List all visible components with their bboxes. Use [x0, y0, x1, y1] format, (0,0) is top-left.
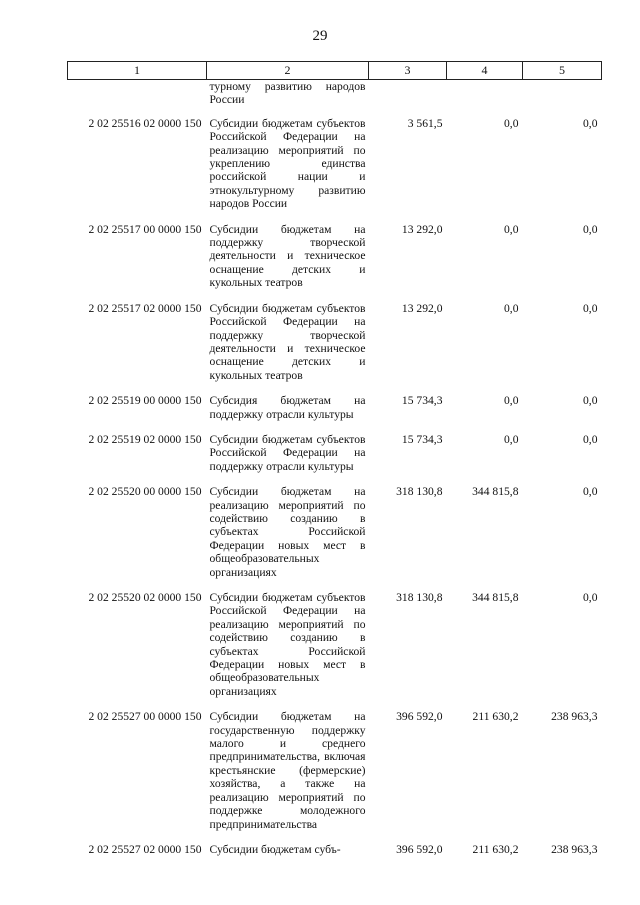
row-name: Субсидии бюджетам субъ-: [209, 842, 341, 856]
table-row: [68, 583, 602, 702]
row-value-col4: 344 815,8: [472, 591, 519, 604]
row-value-col3: 13 292,0: [401, 222, 443, 236]
row-value-col3: 13 292,0: [401, 301, 443, 315]
row-value-col3: 15 734,3: [401, 432, 443, 446]
row-value-col3: 15 734,3: [401, 394, 443, 408]
row-value-col4: 0,0: [504, 301, 519, 315]
row-value-col5: 0,0: [583, 222, 598, 236]
page-number: 29: [312, 28, 328, 44]
table-row: [68, 386, 602, 425]
row-code: 2 02 25516 02 0000 150: [88, 116, 202, 130]
continuation-text: турному развитию народов России: [209, 80, 366, 107]
row-value-col5: 0,0: [583, 432, 598, 446]
row-value-col3: 318 130,8: [396, 485, 443, 499]
row-value-col4: 211 630,2: [472, 710, 519, 724]
table-row-continuation: [68, 80, 602, 109]
column-header-1: 1: [68, 62, 207, 80]
row-value-col3: 318 130,8: [396, 591, 443, 604]
row-code: 2 02 25517 02 0000 150: [88, 301, 202, 315]
table-row: [68, 294, 602, 386]
row-name: Субсидии бюджетам субъектов Российской Федерации на поддержку отрасли культуры: [209, 432, 366, 473]
row-value-col4: 0,0: [504, 222, 519, 236]
row-value-col4: 211 630,2: [472, 842, 519, 856]
row-value-col5: 0,0: [583, 116, 598, 130]
table-row: [68, 835, 602, 860]
column-header-3: 3: [369, 62, 447, 80]
row-name: Субсидия бюджетам на поддержку отрасли культуры: [209, 394, 366, 421]
row-value-col4: 0,0: [504, 432, 519, 446]
row-name: Субсидии бюджетам субъектов Российской Федерации на поддержку творческой деятельности и техническое оснащение детских и кукольных театров: [209, 301, 366, 382]
table-row: [68, 109, 602, 215]
table-row: [68, 425, 602, 477]
table-row: [68, 477, 602, 583]
row-name: Субсидии бюджетам субъектов Российской Федерации на реализацию мероприятий по содействию созданию в субъектах Российской Федерации новых мест в общеобразовательных организациях: [209, 591, 366, 698]
row-value-col3: 3 561,5: [407, 116, 443, 130]
column-header-5: 5: [523, 62, 602, 80]
row-code: 2 02 25517 00 0000 150: [88, 222, 202, 236]
row-code: 2 02 25519 02 0000 150: [88, 432, 202, 446]
table-row: [68, 702, 602, 835]
row-value-col4: 0,0: [504, 116, 519, 130]
row-name: Субсидии бюджетам субъектов Российской Федерации на реализацию мероприятий по укреплению единства российской нации и этнокультурному развитию народов России: [209, 116, 366, 211]
row-value-col5: 0,0: [583, 301, 598, 315]
column-header-4: 4: [447, 62, 523, 80]
row-value-col3: 396 592,0: [396, 842, 443, 856]
row-name: Субсидии бюджетам на реализацию мероприятий по содействию созданию в субъектах Российской Федерации новых мест в общеобразовательных организациях: [209, 485, 366, 579]
row-code: 2 02 25527 00 0000 150: [88, 710, 202, 724]
row-code: 2 02 25520 02 0000 150: [88, 591, 202, 604]
row-name: Субсидии бюджетам на поддержку творческой деятельности и техническое оснащение детских и кукольных театров: [209, 222, 366, 290]
budget-table: [67, 61, 602, 860]
column-header-2: 2: [207, 62, 369, 80]
row-code: 2 02 25519 00 0000 150: [88, 394, 202, 408]
row-value-col3: 396 592,0: [396, 710, 443, 724]
row-value-col4: 0,0: [504, 394, 519, 408]
row-code: 2 02 25527 02 0000 150: [88, 842, 202, 856]
row-value-col5: 0,0: [583, 591, 598, 604]
row-value-col5: 0,0: [583, 394, 598, 408]
row-value-col5: 0,0: [583, 485, 598, 499]
row-name: Субсидии бюджетам на государственную поддержку малого и среднего предпринимательства, включая крестьянские (фермерские) хозяйства, а также на реализацию мероприятий по поддержке молодежного предпринимательства: [209, 710, 366, 831]
table-row: [68, 215, 602, 294]
row-value-col5: 238 963,3: [551, 710, 598, 724]
row-value-col5: 238 963,3: [551, 842, 598, 856]
table-header-row: [68, 62, 602, 80]
row-code: 2 02 25520 00 0000 150: [88, 485, 202, 499]
row-value-col4: 344 815,8: [472, 485, 519, 499]
